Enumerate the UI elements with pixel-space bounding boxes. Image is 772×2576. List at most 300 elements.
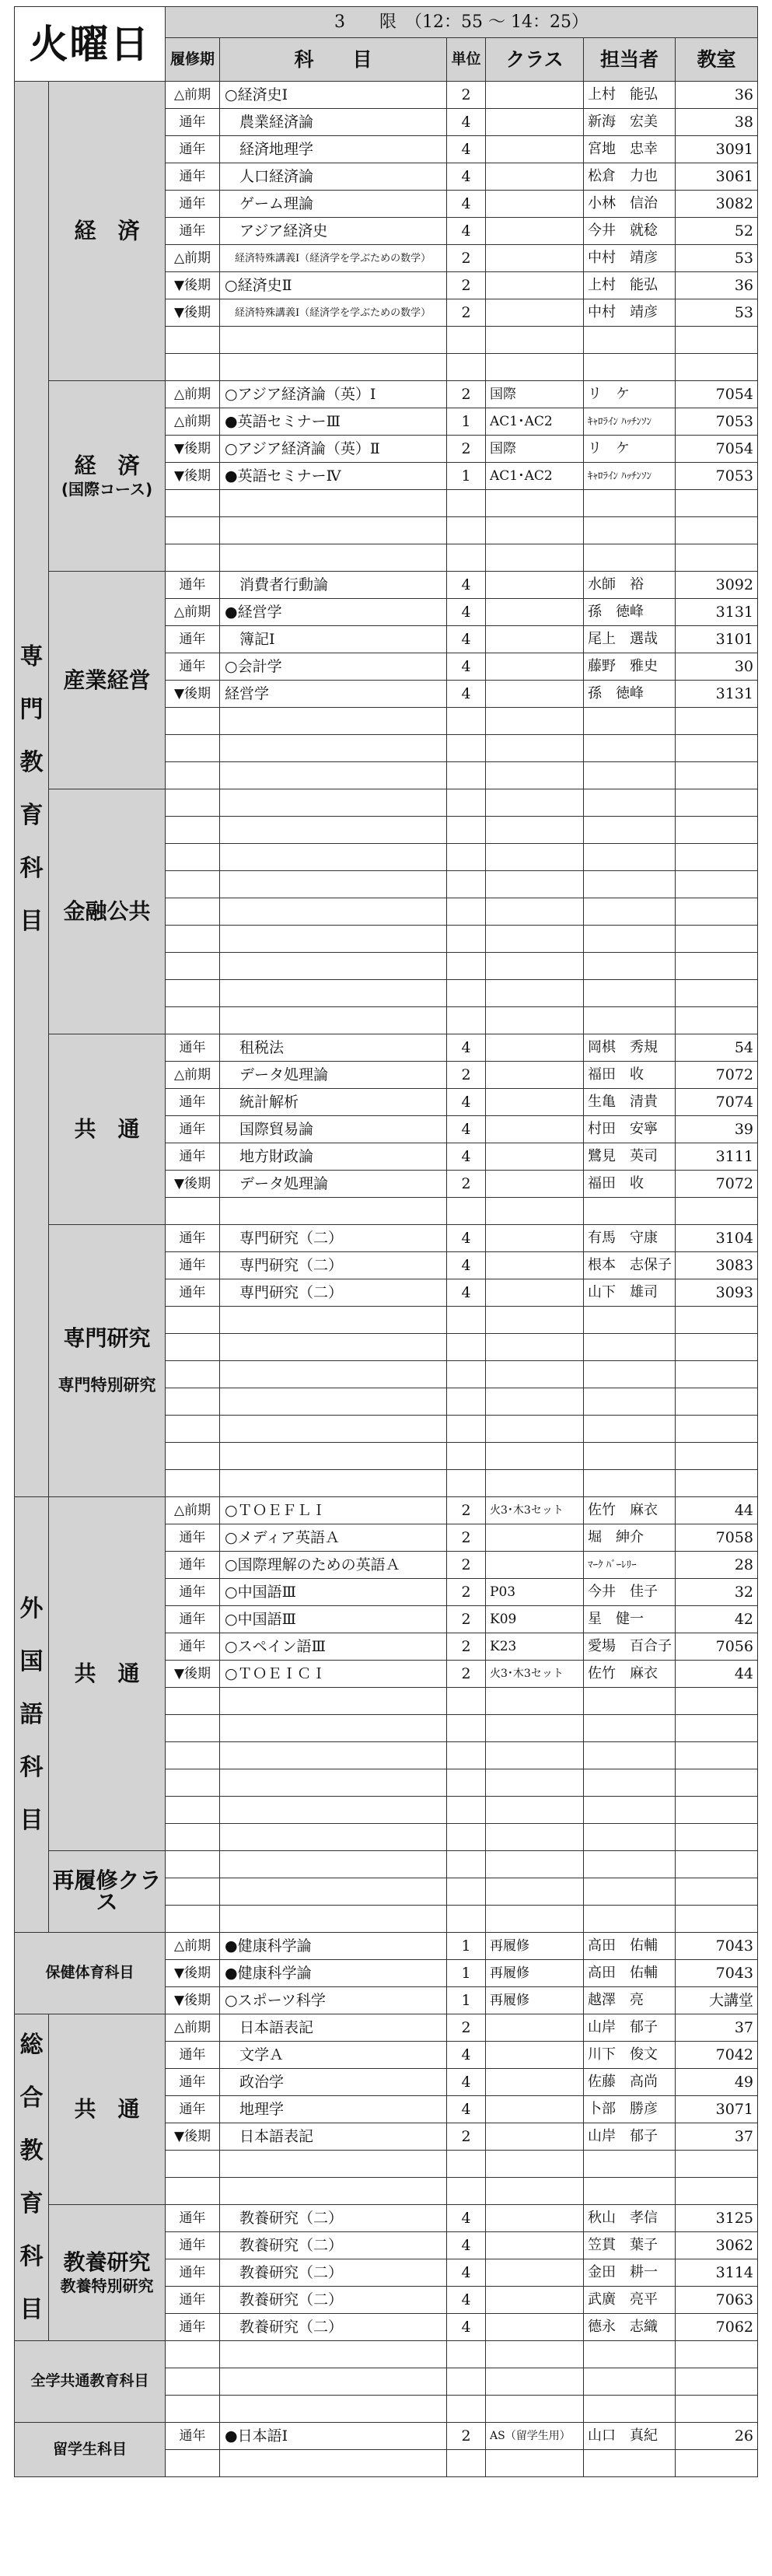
subject-cell: 専門研究（二）	[220, 1252, 447, 1279]
term-cell: 通年	[166, 2042, 220, 2069]
term-cell	[166, 1307, 220, 1334]
teacher-cell	[584, 2151, 676, 2178]
class-cell: 火3･木3セット	[486, 1661, 584, 1688]
term-cell: 通年	[166, 2287, 220, 2314]
unit-cell	[447, 1198, 486, 1225]
room-cell: 3092	[676, 572, 758, 599]
subcategory-label: 金融公共	[63, 898, 151, 924]
term-cell	[166, 708, 220, 735]
unit-cell	[447, 490, 486, 517]
subject-cell: ●英語セミナーⅢ	[220, 408, 447, 436]
class-cell	[486, 109, 584, 136]
term-cell	[166, 2178, 220, 2205]
subject-cell: 簿記Ⅰ	[220, 626, 447, 653]
subject-cell	[220, 980, 447, 1007]
term-cell: △前期	[166, 381, 220, 408]
subject-cell	[220, 490, 447, 517]
class-cell	[486, 1742, 584, 1769]
unit-cell	[447, 544, 486, 572]
room-cell: 3083	[676, 1252, 758, 1279]
category-label: 総合教育科目	[19, 2031, 44, 2323]
room-cell	[676, 1443, 758, 1470]
room-cell: 39	[676, 1116, 758, 1143]
unit-cell: 2	[447, 82, 486, 109]
subcategory-label: 再履修クラス	[52, 1867, 162, 1915]
class-cell	[486, 953, 584, 980]
room-cell: 7054	[676, 436, 758, 463]
term-cell: ▼後期	[166, 681, 220, 708]
teacher-cell	[584, 1906, 676, 1933]
class-cell: 再履修	[486, 1987, 584, 2014]
term-cell	[166, 980, 220, 1007]
subject-cell: ○メディア英語Ａ	[220, 1524, 447, 1552]
class-cell	[486, 626, 584, 653]
teacher-cell	[584, 898, 676, 926]
teacher-cell: 小林 信治	[584, 191, 676, 218]
class-cell	[486, 218, 584, 245]
term-cell: 通年	[166, 163, 220, 191]
term-cell	[166, 1688, 220, 1715]
class-cell	[486, 2396, 584, 2423]
term-cell	[166, 1769, 220, 1797]
teacher-cell	[584, 490, 676, 517]
term-cell: 通年	[166, 109, 220, 136]
room-cell	[676, 1769, 758, 1797]
teacher-cell: 佐藤 高尚	[584, 2069, 676, 2096]
room-cell	[676, 544, 758, 572]
term-cell: ▼後期	[166, 1987, 220, 2014]
subject-cell: アジア経済史	[220, 218, 447, 245]
class-cell	[486, 572, 584, 599]
col-unit: 単位	[447, 38, 486, 82]
teacher-cell: 孫 徳峰	[584, 681, 676, 708]
class-cell	[486, 789, 584, 817]
term-cell	[166, 517, 220, 544]
room-cell	[676, 1715, 758, 1742]
teacher-cell	[584, 1443, 676, 1470]
subject-cell	[220, 762, 447, 789]
subject-cell: ○ＴＯＥＩＣＩ	[220, 1661, 447, 1688]
class-cell: 再履修	[486, 1960, 584, 1987]
teacher-cell: 德永 志織	[584, 2314, 676, 2341]
subject-cell: 経済特殊講義Ⅰ（経済学を学ぶための数学）	[220, 299, 447, 327]
teacher-cell	[584, 1797, 676, 1824]
subcategory-kyoyo_kenkyu	[49, 2205, 166, 2341]
term-cell: △前期	[166, 1933, 220, 1960]
teacher-cell: 川下 俊文	[584, 2042, 676, 2069]
table-row	[15, 2341, 758, 2368]
class-cell	[486, 2151, 584, 2178]
subcategory-label: 共 通	[74, 1661, 140, 1686]
room-cell	[676, 2178, 758, 2205]
term-cell	[166, 926, 220, 953]
table-row	[15, 789, 758, 817]
unit-cell	[447, 953, 486, 980]
term-cell: △前期	[166, 1497, 220, 1524]
term-cell	[166, 1361, 220, 1388]
unit-cell: 2	[447, 1606, 486, 1633]
unit-cell: 2	[447, 2014, 486, 2042]
unit-cell: 1	[447, 408, 486, 436]
subject-cell	[220, 1307, 447, 1334]
room-cell: 53	[676, 299, 758, 327]
subject-cell: 経営学	[220, 681, 447, 708]
term-cell	[166, 2341, 220, 2368]
unit-cell: 2	[447, 1661, 486, 1688]
subcategory-label: 教養研究	[63, 2249, 151, 2275]
room-cell: 30	[676, 653, 758, 681]
room-cell	[676, 1742, 758, 1769]
room-cell	[676, 1388, 758, 1416]
subcategory-label: 専門研究	[63, 1325, 151, 1351]
table-row	[15, 1933, 758, 1960]
term-cell: △前期	[166, 82, 220, 109]
subcategory-label: 共 通	[74, 1116, 140, 1142]
unit-cell: 4	[447, 1225, 486, 1252]
teacher-cell	[584, 1007, 676, 1034]
class-cell: 火3･木3セット	[486, 1497, 584, 1524]
class-cell	[486, 544, 584, 572]
unit-cell	[447, 762, 486, 789]
term-cell	[166, 898, 220, 926]
subject-cell	[220, 1824, 447, 1851]
subject-cell	[220, 953, 447, 980]
term-cell	[166, 2151, 220, 2178]
class-cell	[486, 708, 584, 735]
class-cell	[486, 1334, 584, 1361]
class-cell: P03	[486, 1579, 584, 1606]
class-cell	[486, 490, 584, 517]
room-cell: 7072	[676, 1062, 758, 1089]
term-cell	[166, 1388, 220, 1416]
unit-cell: 4	[447, 1279, 486, 1307]
room-cell: 44	[676, 1661, 758, 1688]
room-cell: 32	[676, 1579, 758, 1606]
class-cell	[486, 1225, 584, 1252]
subject-cell	[220, 2450, 447, 2477]
teacher-cell: 佐竹 麻衣	[584, 1661, 676, 1688]
category-gaikokugo	[15, 1497, 49, 1933]
subcategory-note: 専門特別研究	[58, 1376, 156, 1395]
teacher-cell	[584, 980, 676, 1007]
teacher-cell	[584, 1470, 676, 1497]
subject-cell	[220, 544, 447, 572]
term-cell	[166, 817, 220, 844]
term-cell: ▼後期	[166, 2123, 220, 2151]
room-cell: 7063	[676, 2287, 758, 2314]
room-cell: 54	[676, 1034, 758, 1062]
subject-cell: 教養研究（二）	[220, 2287, 447, 2314]
unit-cell	[447, 1742, 486, 1769]
teacher-cell	[584, 789, 676, 817]
unit-cell	[447, 708, 486, 735]
unit-cell: 4	[447, 2042, 486, 2069]
subcategory-note: (国際コース)	[61, 480, 153, 499]
room-cell: 7062	[676, 2314, 758, 2341]
term-cell	[166, 1742, 220, 1769]
term-cell: △前期	[166, 1062, 220, 1089]
unit-cell	[447, 1797, 486, 1824]
subcategory-sangyo	[49, 572, 166, 789]
teacher-cell	[584, 1361, 676, 1388]
room-cell	[676, 1470, 758, 1497]
room-cell: 36	[676, 82, 758, 109]
room-cell	[676, 1688, 758, 1715]
teacher-cell: 山口 真紀	[584, 2423, 676, 2450]
room-cell: 3131	[676, 681, 758, 708]
class-cell	[486, 2096, 584, 2123]
teacher-cell	[584, 354, 676, 381]
term-cell: 通年	[166, 1252, 220, 1279]
subject-cell: 租税法	[220, 1034, 447, 1062]
subject-cell	[220, 817, 447, 844]
unit-cell: 4	[447, 653, 486, 681]
subject-cell: 人口経済論	[220, 163, 447, 191]
unit-cell	[447, 1416, 486, 1443]
subject-cell	[220, 1769, 447, 1797]
room-cell	[676, 1334, 758, 1361]
class-cell	[486, 299, 584, 327]
unit-cell	[447, 2178, 486, 2205]
unit-cell	[447, 2450, 486, 2477]
term-cell: △前期	[166, 599, 220, 626]
term-cell: 通年	[166, 136, 220, 163]
term-cell	[166, 1007, 220, 1034]
subject-cell: 消費者行動論	[220, 572, 447, 599]
unit-cell: 1	[447, 463, 486, 490]
subject-cell: 地理学	[220, 2096, 447, 2123]
term-cell: ▼後期	[166, 1171, 220, 1198]
subject-cell	[220, 1388, 447, 1416]
room-cell	[676, 953, 758, 980]
subject-cell	[220, 1797, 447, 1824]
subject-cell	[220, 1742, 447, 1769]
subject-cell: 専門研究（二）	[220, 1225, 447, 1252]
unit-cell: 4	[447, 1116, 486, 1143]
term-cell: 通年	[166, 1116, 220, 1143]
subject-cell	[220, 844, 447, 871]
subject-cell	[220, 735, 447, 762]
teacher-cell: 今井 佳子	[584, 1579, 676, 1606]
teacher-cell: 高田 佑輔	[584, 1933, 676, 1960]
subject-cell: 農業経済論	[220, 109, 447, 136]
teacher-cell: 福田 收	[584, 1062, 676, 1089]
term-cell: ▼後期	[166, 436, 220, 463]
subject-cell	[220, 1416, 447, 1443]
class-cell	[486, 2042, 584, 2069]
subject-cell: 専門研究（二）	[220, 1279, 447, 1307]
term-cell	[166, 789, 220, 817]
table-row	[15, 2205, 758, 2232]
room-cell: 7042	[676, 2042, 758, 2069]
class-cell	[486, 2069, 584, 2096]
teacher-cell: 孫 徳峰	[584, 599, 676, 626]
subject-cell: 経済地理学	[220, 136, 447, 163]
teacher-cell: 高田 佑輔	[584, 1960, 676, 1987]
subject-cell	[220, 926, 447, 953]
class-cell	[486, 2341, 584, 2368]
subject-cell	[220, 1906, 447, 1933]
term-cell: 通年	[166, 1143, 220, 1171]
col-class: クラス	[486, 38, 584, 82]
class-cell	[486, 82, 584, 109]
term-cell	[166, 1797, 220, 1824]
subcategory-label: 経 済	[74, 453, 140, 478]
subject-cell	[220, 354, 447, 381]
room-cell	[676, 327, 758, 354]
teacher-cell	[584, 2341, 676, 2368]
subject-cell: 経済特殊講義Ⅰ（経済学を学ぶための数学）	[220, 245, 447, 272]
teacher-cell: 中村 靖彦	[584, 245, 676, 272]
term-cell: 通年	[166, 1279, 220, 1307]
subject-cell: 文学Ａ	[220, 2042, 447, 2069]
term-cell: 通年	[166, 2205, 220, 2232]
class-cell	[486, 1279, 584, 1307]
room-cell	[676, 789, 758, 817]
room-cell: 3104	[676, 1225, 758, 1252]
class-cell	[486, 1443, 584, 1470]
subcategory-kyotsu	[49, 1034, 166, 1225]
subject-cell	[220, 1470, 447, 1497]
room-cell: 7043	[676, 1933, 758, 1960]
unit-cell	[447, 789, 486, 817]
teacher-cell: 山岸 郁子	[584, 2123, 676, 2151]
teacher-cell	[584, 1388, 676, 1416]
room-cell	[676, 871, 758, 898]
unit-cell	[447, 1851, 486, 1878]
table-row	[15, 1034, 758, 1062]
unit-cell	[447, 354, 486, 381]
unit-cell	[447, 871, 486, 898]
term-cell: △前期	[166, 2014, 220, 2042]
unit-cell	[447, 1878, 486, 1906]
room-cell: 3125	[676, 2205, 758, 2232]
unit-cell: 2	[447, 1497, 486, 1524]
teacher-cell: 松倉 力也	[584, 163, 676, 191]
room-cell: 3091	[676, 136, 758, 163]
unit-cell	[447, 2341, 486, 2368]
table-row	[15, 2423, 758, 2450]
teacher-cell	[584, 817, 676, 844]
subject-cell	[220, 2341, 447, 2368]
term-cell	[166, 844, 220, 871]
subject-cell: ●健康科学論	[220, 1933, 447, 1960]
term-cell	[166, 1824, 220, 1851]
class-cell	[486, 1769, 584, 1797]
room-cell: 3101	[676, 626, 758, 653]
room-cell: 3062	[676, 2232, 758, 2259]
class-cell	[486, 1878, 584, 1906]
class-cell	[486, 1906, 584, 1933]
unit-cell	[447, 2396, 486, 2423]
room-cell: 3111	[676, 1143, 758, 1171]
unit-cell: 2	[447, 2123, 486, 2151]
class-cell	[486, 2123, 584, 2151]
subject-cell: ○中国語Ⅲ	[220, 1606, 447, 1633]
class-cell	[486, 735, 584, 762]
term-cell: 通年	[166, 1606, 220, 1633]
room-cell	[676, 1007, 758, 1034]
subject-cell: 日本語表記	[220, 2014, 447, 2042]
subject-cell	[220, 2368, 447, 2396]
term-cell	[166, 871, 220, 898]
table-row	[15, 572, 758, 599]
term-cell: ▼後期	[166, 272, 220, 299]
unit-cell: 4	[447, 163, 486, 191]
class-cell: K23	[486, 1633, 584, 1661]
term-cell: 通年	[166, 1225, 220, 1252]
category-label: 外国語科目	[19, 1594, 44, 1834]
term-cell	[166, 2450, 220, 2477]
teacher-cell: 宮地 忠幸	[584, 136, 676, 163]
term-cell	[166, 762, 220, 789]
teacher-cell: 越澤 亮	[584, 1987, 676, 2014]
class-cell	[486, 1116, 584, 1143]
teacher-cell	[584, 844, 676, 871]
timetable	[14, 6, 758, 2477]
class-cell: 国際	[486, 381, 584, 408]
unit-cell	[447, 1443, 486, 1470]
unit-cell: 4	[447, 2259, 486, 2287]
room-cell	[676, 517, 758, 544]
teacher-cell: 星 健一	[584, 1606, 676, 1633]
class-cell: AC1･AC2	[486, 463, 584, 490]
term-cell: 通年	[166, 1552, 220, 1579]
teacher-cell: 堀 紳介	[584, 1524, 676, 1552]
class-cell	[486, 1143, 584, 1171]
col-room: 教室	[676, 38, 758, 82]
subject-cell	[220, 871, 447, 898]
unit-cell	[447, 898, 486, 926]
room-cell: 7053	[676, 463, 758, 490]
term-cell	[166, 1416, 220, 1443]
class-cell	[486, 1388, 584, 1416]
unit-cell	[447, 1688, 486, 1715]
unit-cell	[447, 817, 486, 844]
unit-cell	[447, 1361, 486, 1388]
subject-cell: データ処理論	[220, 1062, 447, 1089]
room-cell	[676, 1797, 758, 1824]
term-cell: 通年	[166, 2069, 220, 2096]
term-cell	[166, 490, 220, 517]
subject-cell: ○スポーツ科学	[220, 1987, 447, 2014]
unit-cell: 2	[447, 1552, 486, 1579]
class-cell	[486, 2314, 584, 2341]
unit-cell: 4	[447, 572, 486, 599]
subject-cell: 日本語表記	[220, 2123, 447, 2151]
class-cell	[486, 2287, 584, 2314]
term-cell	[166, 544, 220, 572]
unit-cell: 1	[447, 1960, 486, 1987]
unit-cell	[447, 1388, 486, 1416]
unit-cell	[447, 980, 486, 1007]
teacher-cell	[584, 1769, 676, 1797]
class-cell	[486, 681, 584, 708]
term-cell	[166, 1851, 220, 1878]
unit-cell	[447, 517, 486, 544]
class-cell	[486, 1470, 584, 1497]
subject-cell: ○経済史Ⅱ	[220, 272, 447, 299]
teacher-cell: 村田 安寧	[584, 1116, 676, 1143]
teacher-cell: 今井 就稔	[584, 218, 676, 245]
subcategory-sairishu	[49, 1851, 166, 1933]
unit-cell	[447, 1307, 486, 1334]
subject-cell	[220, 1007, 447, 1034]
teacher-cell	[584, 1824, 676, 1851]
teacher-cell: 佐竹 麻衣	[584, 1497, 676, 1524]
class-cell	[486, 2259, 584, 2287]
unit-cell: 4	[447, 191, 486, 218]
